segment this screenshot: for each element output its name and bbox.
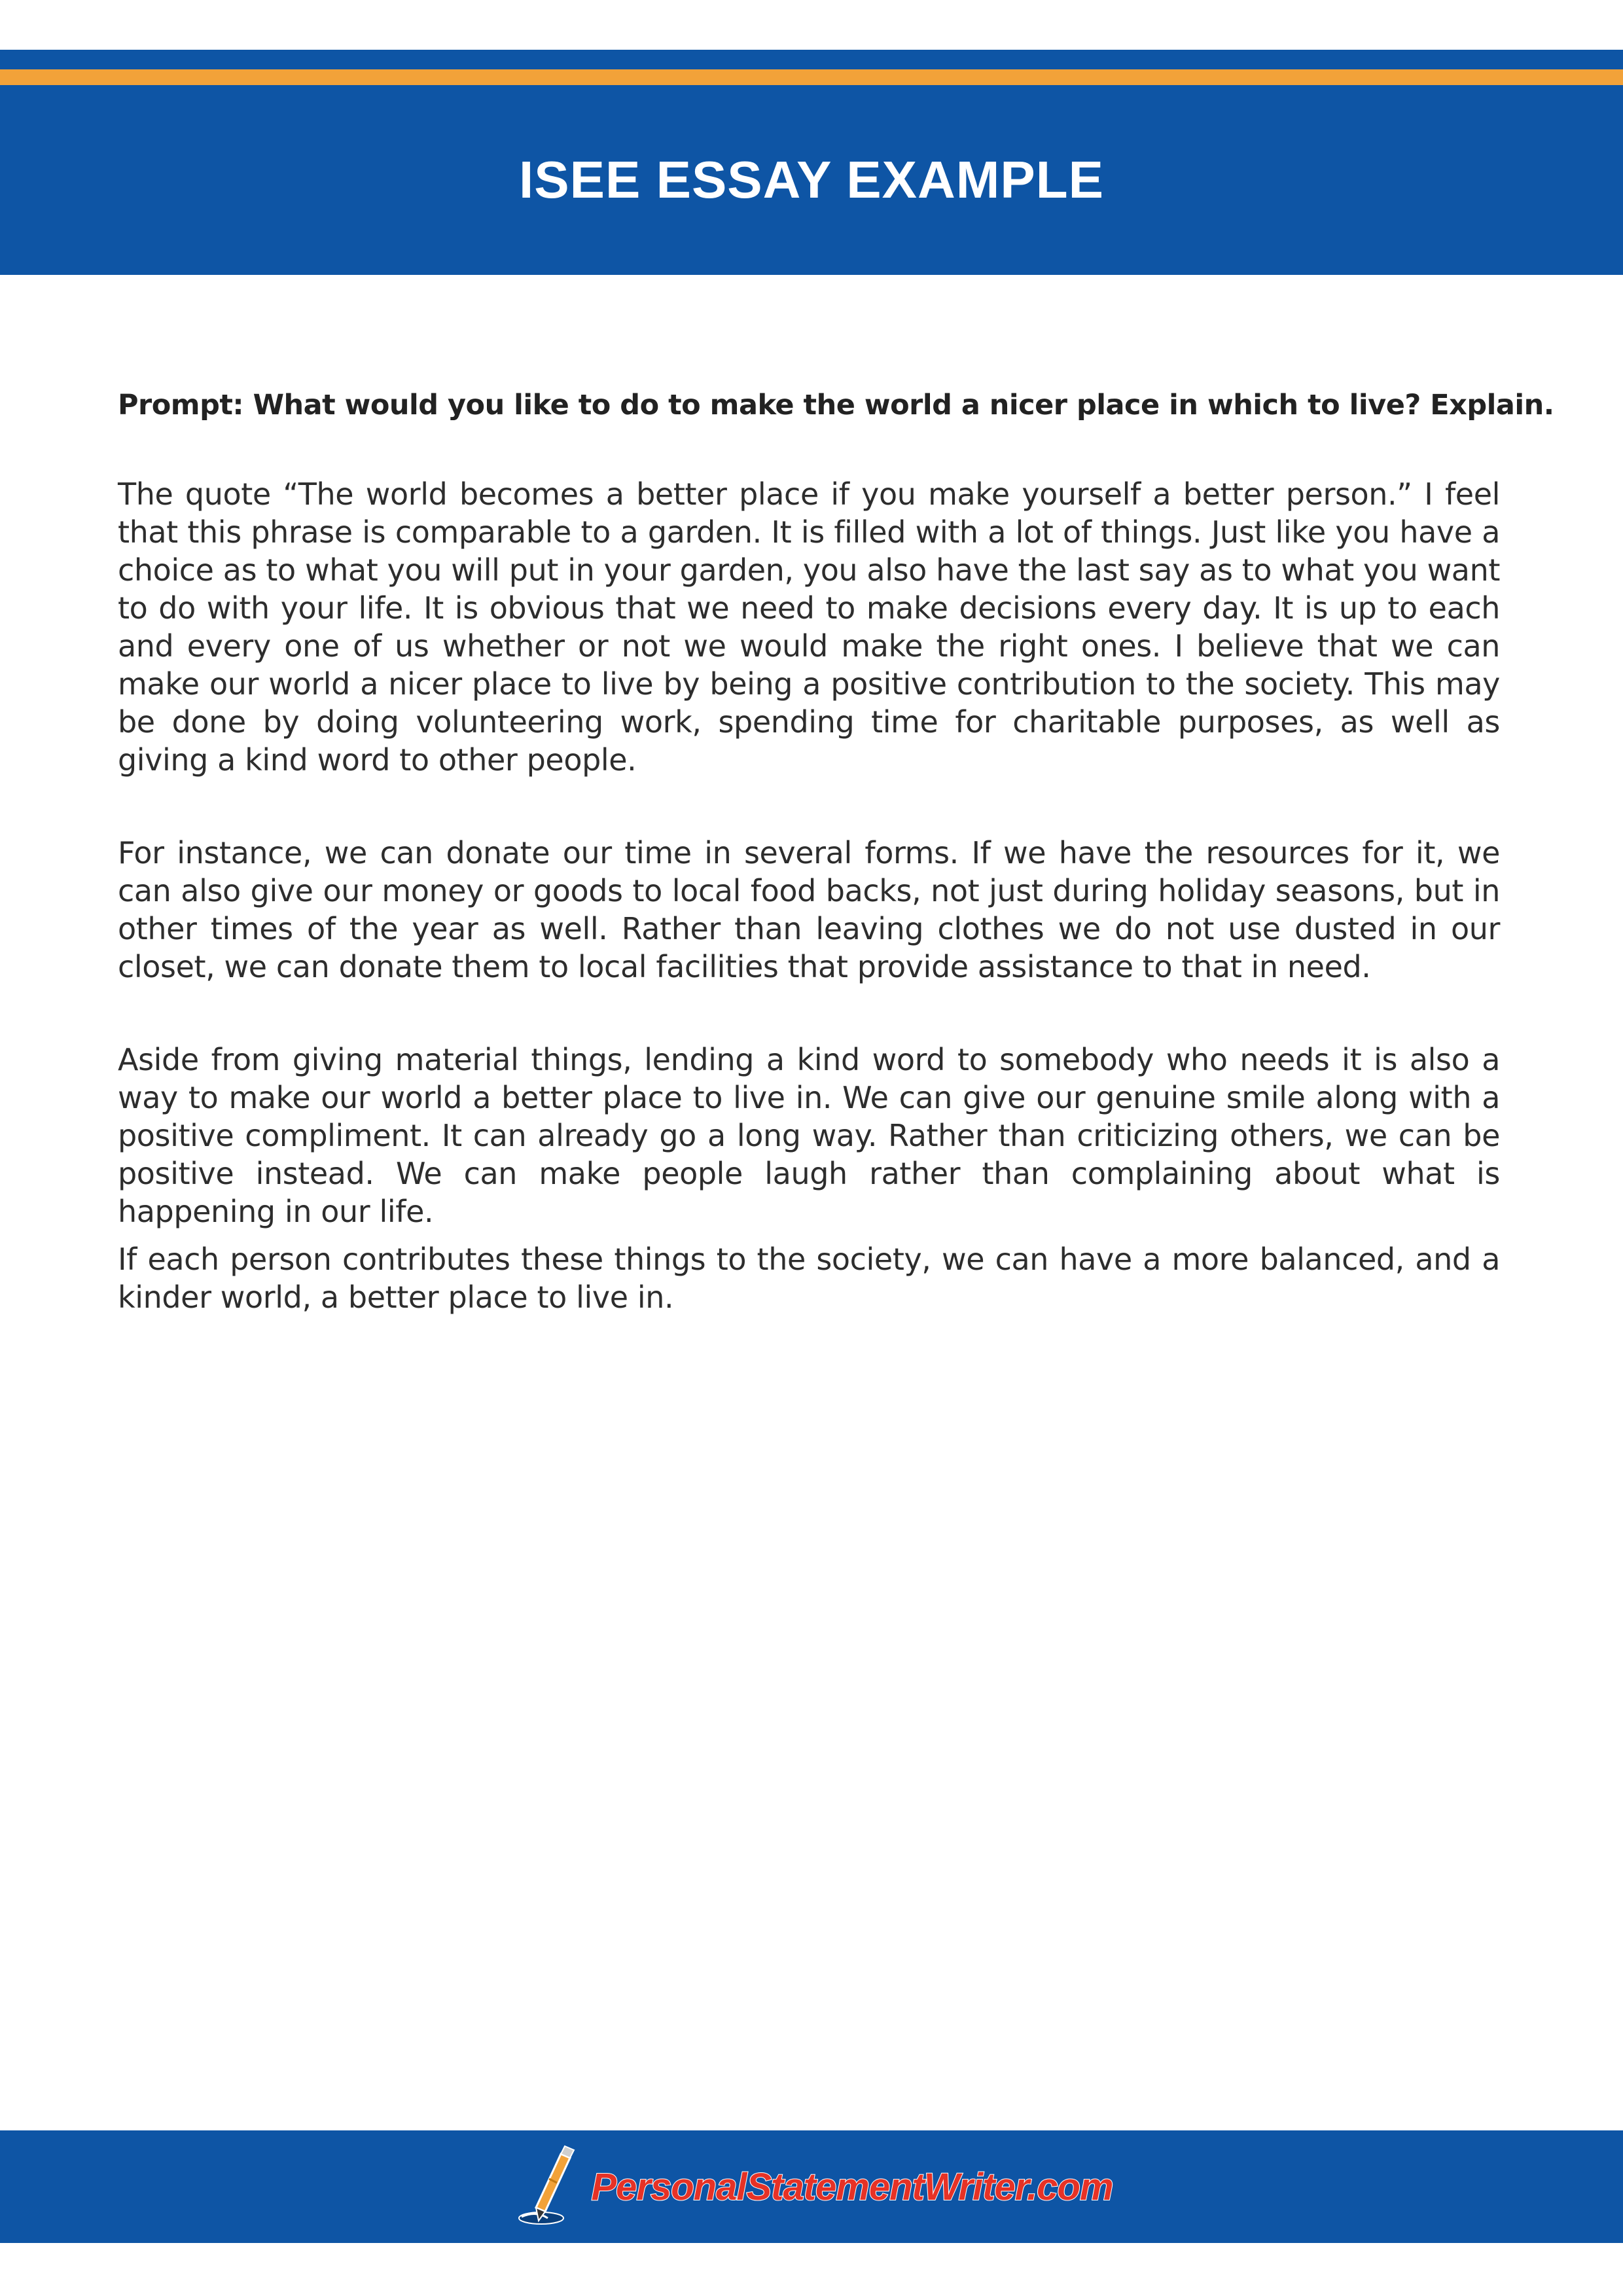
brand-logo[interactable] [510, 2145, 1113, 2229]
pen-icon [510, 2145, 582, 2229]
footer-band [0, 2130, 1623, 2243]
brand-name[interactable]: PersonalStatementWriter.com [591, 2165, 1113, 2208]
essay-prompt: Prompt: What would you like to do to make the world a nicer place in which to live? Explain. [118, 389, 1554, 422]
header-band [0, 85, 1623, 275]
top-stripe-orange [0, 69, 1623, 85]
page-title: ISEE ESSAY EXAMPLE [519, 151, 1104, 209]
essay-paragraph: The quote “The world becomes a better place if you make yourself a better person.” I feel that this phrase is comparable to a garden. It is filled with a lot of things. Just like you have a choice as to what you will put in your garden, you also have the last say as to what you want to do with your life. It is obvious that we need to make decisions every day. It is up to each and every one of us whether or not we would make the right ones. I believe that we can make our world a nicer place to live by being a positive contribution to the society. This may be done by doing volunteering work, spending time for charitable purposes, as well as giving a kind word to other people. [118, 476, 1500, 778]
essay-paragraph: For instance, we can donate our time in several forms. If we have the resources for it, we can also give our money or goods to local food backs, not just during holiday seasons, but in other times of the year as well. Rather than leaving clothes we do not use dusted in our closet, we can donate them to local facilities that provide assistance to that in need. [118, 835, 1500, 984]
top-stripe-blue [0, 50, 1623, 69]
essay-paragraph: If each person contributes these things to the society, we can have a more balanced, and a kinder world, a better place to live in. [118, 1242, 1500, 1315]
essay-paragraph: Aside from giving material things, lending a kind word to somebody who needs it is also a way to make our world a better place to live in. We can give our genuine smile along with a positive compliment. It can already go a long way. Rather than criticizing others, we can be positive instead. We can make people laugh rather than complaining about what is happening in our life. [118, 1042, 1500, 1229]
essay-body [118, 386, 1554, 1316]
